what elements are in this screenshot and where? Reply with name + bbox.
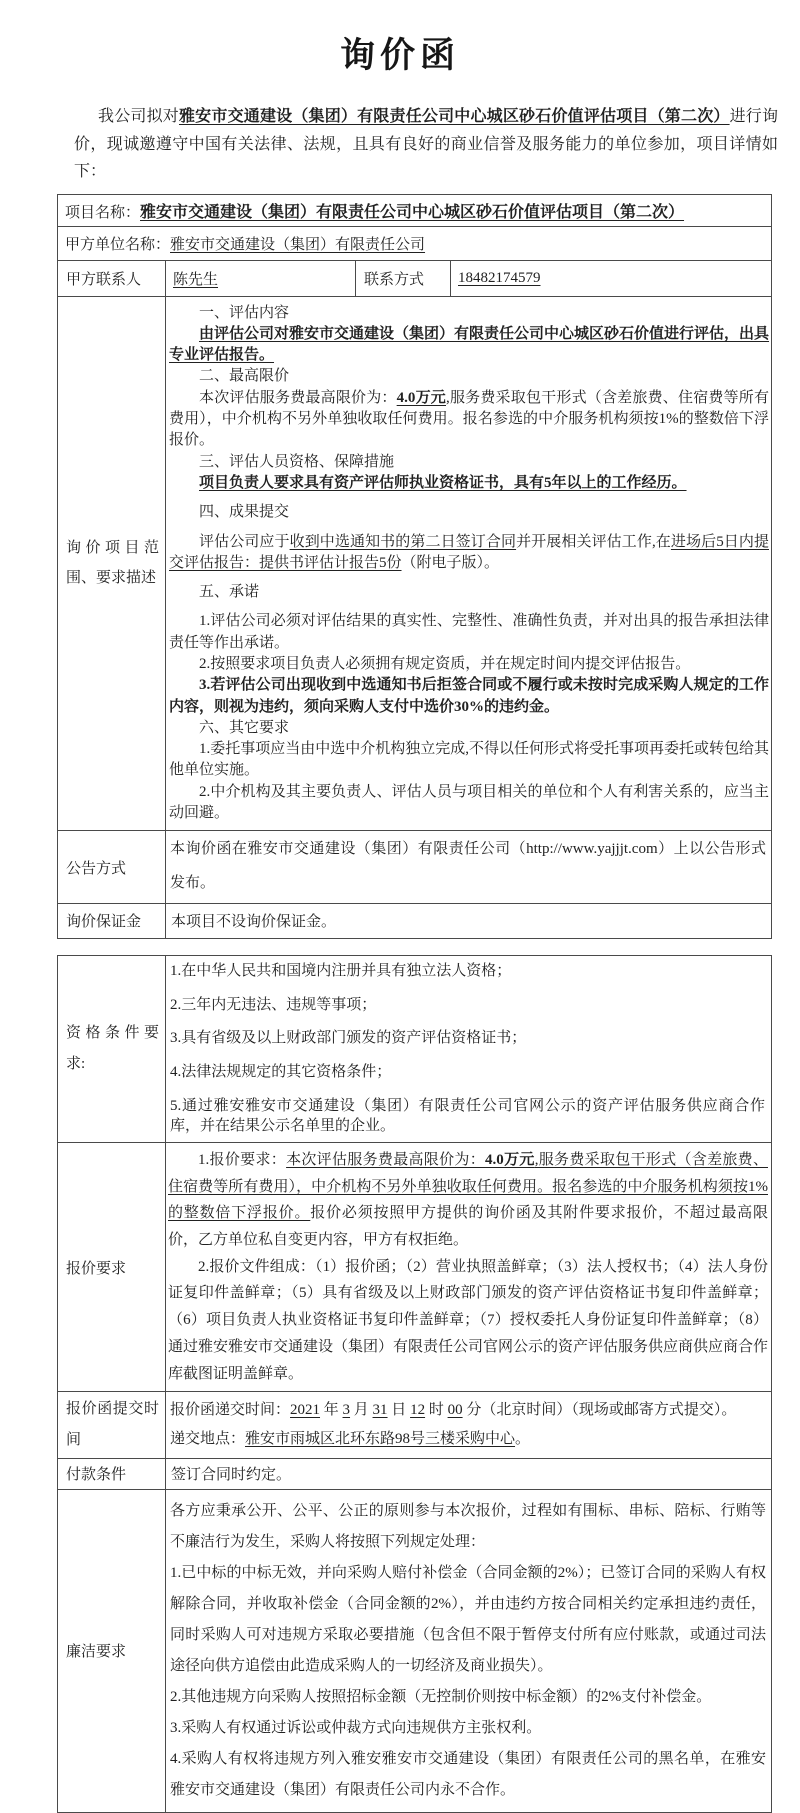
- text-segment: 并开展相关评估工作,在: [516, 533, 671, 550]
- scope-label: 询价项目范围、要求描述: [58, 296, 166, 831]
- deposit-content: 本项目不设询价保证金。: [166, 903, 772, 938]
- submission-row: [58, 1392, 772, 1459]
- paragraph: [169, 532, 769, 575]
- text-segment: 本次评估服务费最高限价为：: [199, 389, 397, 406]
- qualification-content: [166, 955, 772, 1142]
- text-segment: 雅安市交通建设（集团）有限责任公司中心城区砂石价值评估项目（第二次）: [178, 108, 730, 125]
- text-segment: 3: [342, 1402, 351, 1419]
- paragraph: [169, 718, 769, 739]
- text-segment: 由评估公司对雅安市交通建设（集团）有限责任公司中心城区砂石价值进行评估，出具专业评估报告。: [169, 325, 770, 364]
- text-segment: 六、其它要求: [199, 719, 290, 736]
- party-a-label: 甲方单位名称：: [65, 236, 171, 253]
- paragraph: [169, 502, 769, 523]
- qualification-label: 资格条件要求:: [58, 955, 166, 1142]
- text-segment: 四、成果提交: [199, 504, 290, 521]
- paragraph: [170, 1713, 766, 1744]
- text-segment: 二、最高限价: [199, 368, 290, 385]
- paragraph: [170, 1496, 766, 1558]
- text-segment: 1.已中标的中标无效，并向采购人赔付补偿金（合同金额的2%）；已签订合同的采购人有权解除合同，并收取补偿金（合同金额的2%），并由违约方按合同相关约定承担违约责任，同时采购人可对违规方采取必要措施（包含但不限于暂停支付所有应付账款，或通过司法途径向供方追偿由此造成采购人的一切经济及商业损失）。: [170, 1564, 766, 1674]
- document-title: 询价函: [339, 36, 460, 75]
- text-segment: 分（北京时间）（现场或邮寄方式提交）。: [462, 1402, 737, 1419]
- text-segment: 报价函递交时间：: [170, 1402, 291, 1419]
- project-name-cell: [58, 194, 772, 226]
- text-segment: 收到中选通知书的第二日签订合同: [289, 533, 517, 550]
- paragraph: [168, 1147, 768, 1254]
- paragraph: [170, 1682, 766, 1713]
- paragraph: [170, 1744, 766, 1806]
- paragraph: [170, 1096, 765, 1137]
- text-segment: 进场后5日内提交评估报告：提供书评估计报告5份: [169, 533, 769, 571]
- announcement-content: 本询价函在雅安市交通建设（集团）有限责任公司（http://www.yajjjt.com）上以公告形式发布。: [166, 831, 772, 904]
- intro-paragraph: [74, 103, 778, 186]
- text-segment: 2.中介机构及其主要负责人、评估人员与项目相关的单位和个人有利害关系的，应当主动回避。: [169, 783, 770, 822]
- text-segment: 12: [410, 1402, 426, 1419]
- announcement-label: 公告方式: [58, 831, 166, 904]
- announcement-row: [58, 831, 772, 904]
- document-page: [0, 28, 800, 1813]
- text-segment: 我公司拟对: [98, 108, 179, 125]
- text-segment: 。: [515, 1430, 531, 1447]
- integrity-row: [58, 1489, 772, 1812]
- contact-method-label: 联系方式: [356, 260, 451, 296]
- deposit-row: [58, 903, 772, 938]
- project-name-value: 雅安市交通建设（集团）有限责任公司中心城区砂石价值评估项目（第二次）: [140, 203, 685, 221]
- text-segment: （附电子版）。: [401, 554, 500, 571]
- payment-label: 付款条件: [58, 1458, 166, 1489]
- paragraph: [169, 324, 769, 367]
- text-segment: 1.报价要求：: [198, 1152, 287, 1168]
- paragraph: [170, 995, 765, 1016]
- paragraph: [169, 611, 769, 654]
- text-segment: 00: [447, 1402, 463, 1419]
- text-segment: 1.委托事项应当由中选中介机构独立完成,不得以任何形式将受托事项再委托或转包给其他单位实施。: [169, 741, 770, 779]
- payment-content: 签订合同时约定。: [166, 1458, 772, 1489]
- party-a-cell: [58, 226, 772, 260]
- party-a-row: [58, 226, 772, 260]
- text-segment: 2021: [290, 1402, 321, 1419]
- text-segment: 4.法律法规规定的其它资格条件；: [170, 1063, 392, 1080]
- quotation-label: 报价要求: [58, 1143, 166, 1392]
- integrity-label: 廉洁要求: [58, 1489, 166, 1812]
- text-segment: 各方应秉承公开、公平、公正的原则参与本次报价，过程如有围标、串标、陪标、行贿等不廉洁行为发生，采购人将按照下列规定处理：: [170, 1502, 766, 1550]
- text-segment: 3.具有省级及以上财政部门颁发的资产评估资格证书；: [170, 1030, 527, 1047]
- text-segment: 日: [387, 1402, 411, 1419]
- text-segment: 本次评估服务费最高限价为：: [286, 1152, 486, 1168]
- payment-row: [58, 1458, 772, 1489]
- paragraph: [168, 1254, 768, 1387]
- paragraph: [170, 1062, 765, 1083]
- integrity-content: [166, 1489, 772, 1812]
- text-segment: 4.0万元: [485, 1152, 535, 1168]
- text-segment: 五、承诺: [199, 584, 260, 601]
- inquiry-table: [57, 194, 772, 939]
- paragraph: [170, 1558, 766, 1682]
- text-segment: ,服务费采取包干形式（含差旅费、住宿费等所有费用），中介机构不另外单独收取任何费用。报名参选的中介服务机构须按1%的整数倍下浮报价。: [169, 389, 770, 449]
- qualification-table: [57, 955, 772, 1813]
- text-segment: 雅安市雨城区北环东路98号三楼采购中心: [245, 1430, 516, 1447]
- paragraph: [169, 782, 769, 825]
- contact-phone-value: 18482174579: [458, 269, 541, 286]
- text-segment: 评估公司应于: [199, 533, 290, 550]
- contact-person-cell: [166, 260, 356, 296]
- text-segment: 递交地点：: [170, 1430, 246, 1447]
- submission-content: [166, 1392, 772, 1459]
- text-segment: 报价必须按照甲方提供的询价函及其附件要求报价，不超过最高限价，乙方单位私自变更内容，甲方有权拒绝。: [168, 1205, 768, 1249]
- text-segment: 2.按照要求项目负责人必须拥有规定资质，并在规定时间内提交评估报告。: [199, 656, 691, 672]
- paragraph: [170, 1028, 765, 1049]
- text-segment: 3.采购人有权通过诉讼或仲裁方式向违规供方主张权利。: [170, 1720, 542, 1737]
- text-segment: 4.0万元: [396, 389, 446, 406]
- paragraph: [170, 1425, 766, 1454]
- text-segment: 1.评估公司必须对评估结果的真实性、完整性、准确性负责，并对出具的报告承担法律责任等作出承诺。: [169, 613, 770, 651]
- contact-row: [58, 260, 772, 296]
- text-segment: 5.通过雅安雅安市交通建设（集团）有限责任公司官网公示的资产评估服务供应商合作库，并在结果公示名单里的企业。: [170, 1097, 765, 1135]
- text-segment: 2.报价文件组成：（1）报价函；（2）营业执照盖鲜章；（3）法人授权书；（4）法人身份证复印件盖鲜章；（5）具有省级及以上财政部门颁发的资产评估资格证书复印件盖鲜章；（6）项目负责人执业资格证书复印件盖鲜章；（7）授权委托人身份证复印件盖鲜章；（8）通过雅安雅安市交通建设（集团）有限责任公司官网公示的资产评估服务供应商供应商合作库截图证明盖鲜章。: [168, 1258, 769, 1382]
- project-name-row: [58, 194, 772, 226]
- paragraph: [169, 452, 769, 473]
- text-segment: 进行询价，现诚邀遵守中国有关法律、法规，且具有良好的商业信誉及服务能力的单位参加，项目详情如下：: [74, 108, 778, 181]
- contact-phone-cell: [451, 260, 772, 296]
- paragraph: [169, 473, 769, 494]
- text-segment: 3.若评估公司出现收到中选通知书后拒签合同或不履行或未按时完成采购人规定的工作内容，则视为违约，须向采购人支付中选价30%的违约金。: [169, 677, 770, 715]
- paragraph: [170, 1396, 766, 1425]
- qualification-row: [58, 955, 772, 1142]
- text-segment: 年: [320, 1402, 343, 1419]
- paragraph: [169, 675, 769, 718]
- paragraph: [169, 739, 769, 782]
- text-segment: ,服务费采取包干形式（含差旅费、住宿费等所有费用），中介机构不另外单独收取任何费用。报名参选的中介服务机构须按1%的整数倍下浮报价。: [168, 1152, 768, 1222]
- quotation-content: [166, 1143, 772, 1392]
- contact-person-label: 甲方联系人: [58, 260, 166, 296]
- text-segment: 2.其他违规方向采购人按照招标金额（无控制价则按中标金额）的2%支付补偿金。: [170, 1688, 712, 1705]
- party-a-value: 雅安市交通建设（集团）有限责任公司: [170, 236, 426, 253]
- text-segment: 月: [350, 1402, 373, 1419]
- paragraph: [169, 303, 769, 324]
- paragraph: [169, 654, 769, 675]
- scope-row: [58, 296, 772, 831]
- text-segment: 三、评估人员资格、保障措施: [199, 453, 395, 470]
- text-segment: 时: [425, 1402, 448, 1419]
- text-segment: 1.在中华人民共和国境内注册并具有独立法人资格；: [170, 962, 512, 979]
- scope-content: [166, 296, 772, 831]
- paragraph: [169, 582, 769, 603]
- text-segment: 31: [372, 1402, 388, 1419]
- paragraph: [170, 961, 765, 982]
- text-segment: 项目负责人要求具有资产评估师执业资格证书，具有5年以上的工作经历。: [199, 474, 687, 491]
- deposit-label: 询价保证金: [58, 903, 166, 938]
- paragraph: [169, 388, 769, 452]
- text-segment: 一、评估内容: [199, 304, 290, 321]
- quotation-row: [58, 1143, 772, 1392]
- paragraph: [169, 366, 769, 387]
- text-segment: 2.三年内无违法、违规等事项；: [170, 996, 377, 1013]
- submission-label: 报价函提交时间: [58, 1392, 166, 1459]
- project-name-label: 项目名称：: [65, 204, 141, 221]
- text-segment: 4.采购人有权将违规方列入雅安雅安市交通建设（集团）有限责任公司的黑名单，在雅安雅安市交通建设（集团）有限责任公司内永不合作。: [170, 1751, 766, 1799]
- contact-person-value: 陈先生: [173, 271, 219, 288]
